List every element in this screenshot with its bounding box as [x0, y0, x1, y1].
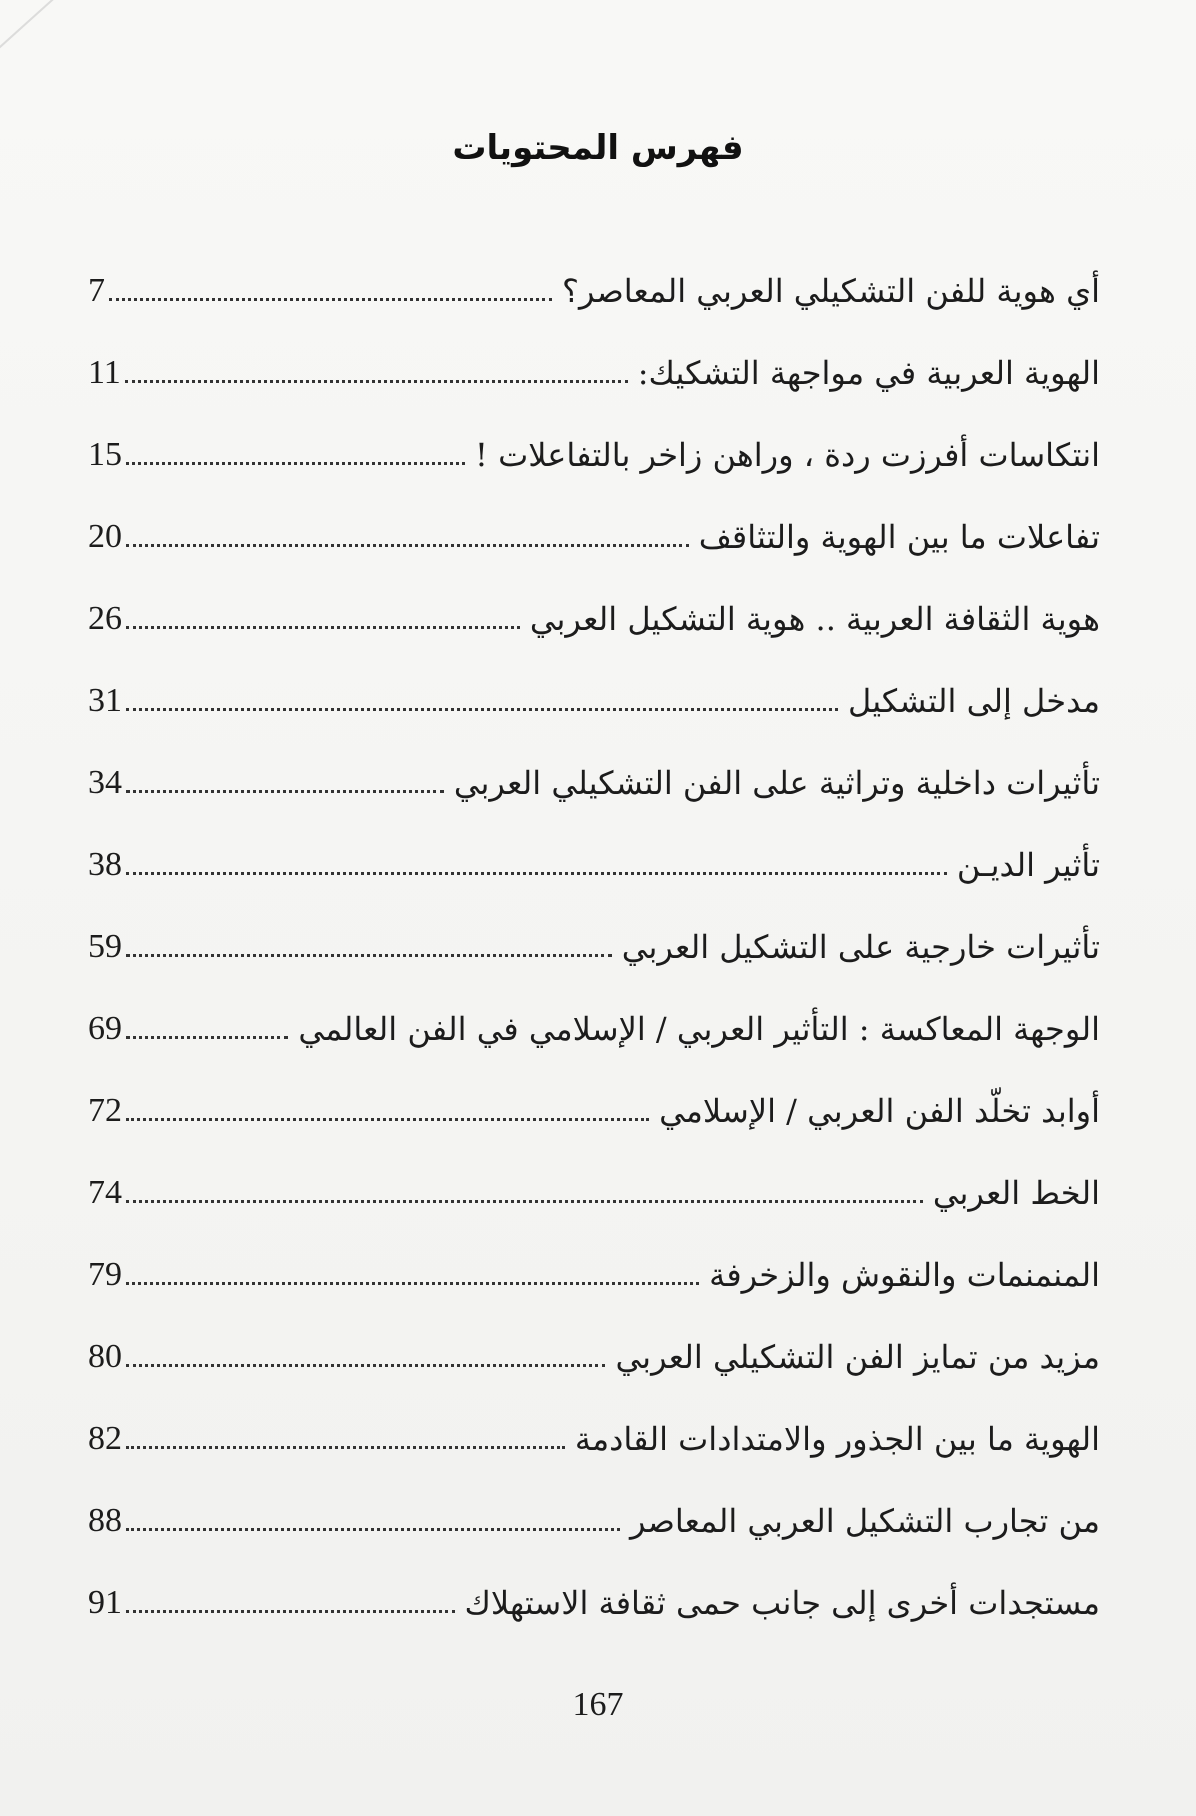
toc-entry-page-number: 38	[88, 845, 122, 883]
toc-entry-page-number: 34	[88, 763, 122, 801]
toc-entry-title: أي هوية للفن التشكيلي العربي المعاصر؟	[561, 272, 1100, 311]
toc-entry	[88, 568, 1100, 650]
dot-leader	[126, 1036, 288, 1039]
toc-entry	[88, 1388, 1100, 1470]
dot-leader	[126, 1200, 923, 1203]
toc-entry	[88, 240, 1100, 322]
dot-leader	[126, 790, 444, 793]
toc-entry-title: مزيد من تمايز الفن التشكيلي العربي	[615, 1338, 1100, 1377]
dot-leader	[126, 1446, 565, 1449]
toc-entry	[88, 732, 1100, 814]
toc-entry-page-number: 26	[88, 599, 122, 637]
toc-entry	[88, 1552, 1100, 1634]
toc-entry-title: تفاعلات ما بين الهوية والتثاقف	[698, 518, 1100, 557]
toc-entry-title: تأثير الديـن	[956, 846, 1100, 885]
dot-leader	[126, 462, 465, 465]
toc-entry	[88, 814, 1100, 896]
toc-entry-page-number: 82	[88, 1419, 122, 1457]
dot-leader	[126, 544, 689, 547]
dot-leader	[125, 380, 628, 383]
toc-entry-title: تأثيرات داخلية وتراثية على الفن التشكيلي العربي	[453, 764, 1100, 803]
toc-entry-page-number: 20	[88, 517, 122, 555]
toc-entry-title: تأثيرات خارجية على التشكيل العربي	[621, 928, 1100, 967]
dot-leader	[126, 954, 612, 957]
toc-entry-title: مدخل إلى التشكيل	[847, 682, 1100, 721]
toc-entry-page-number: 69	[88, 1009, 122, 1047]
toc-entry	[88, 1060, 1100, 1142]
toc-entry	[88, 978, 1100, 1060]
toc-entry-page-number: 7	[88, 271, 105, 309]
toc-entry-title: الخط العربي	[932, 1174, 1100, 1213]
toc-entry-title: انتكاسات أفرزت ردة ، وراهن زاخر بالتفاعلات !	[475, 436, 1100, 475]
dot-leader	[126, 1528, 620, 1531]
toc-entry	[88, 650, 1100, 732]
toc-entry	[88, 1306, 1100, 1388]
toc-entry-page-number: 11	[88, 353, 121, 391]
toc-entry-page-number: 79	[88, 1255, 122, 1293]
toc-entry	[88, 486, 1100, 568]
dot-leader	[126, 626, 520, 629]
toc-entry-page-number: 88	[88, 1501, 122, 1539]
toc-entry-title: الوجهة المعاكسة : التأثير العربي / الإسلامي في الفن العالمي	[298, 1010, 1100, 1049]
toc-entry-page-number: 91	[88, 1583, 122, 1621]
toc-entry	[88, 1224, 1100, 1306]
toc-entry	[88, 896, 1100, 978]
page-corner-fold	[0, 0, 80, 57]
toc-entry-title: المنمنمات والنقوش والزخرفة	[709, 1256, 1100, 1295]
toc-entry-page-number: 80	[88, 1337, 122, 1375]
toc-entry-page-number: 72	[88, 1091, 122, 1129]
toc-entry-title: الهوية العربية في مواجهة التشكيك:	[637, 354, 1100, 393]
toc-entry-title: من تجارب التشكيل العربي المعاصر	[630, 1502, 1100, 1541]
toc-entry	[88, 322, 1100, 404]
dot-leader	[126, 1282, 699, 1285]
toc-entry-title: الهوية ما بين الجذور والامتدادات القادمة	[574, 1420, 1100, 1459]
dot-leader	[126, 1364, 605, 1367]
toc-entry-page-number: 31	[88, 681, 122, 719]
toc-entry-page-number: 15	[88, 435, 122, 473]
page-number: 167	[572, 1686, 624, 1723]
page-title: فهرس المحتويات	[452, 128, 744, 168]
toc-entry	[88, 1470, 1100, 1552]
dot-leader	[109, 298, 552, 301]
toc-entry	[88, 404, 1100, 486]
toc-entry	[88, 1142, 1100, 1224]
toc-entry-title: مستجدات أخرى إلى جانب حمى ثقافة الاستهلاك	[464, 1584, 1100, 1623]
toc-entry-title: أوابد تخلّد الفن العربي / الإسلامي	[659, 1092, 1100, 1131]
dot-leader	[126, 872, 947, 875]
toc-entry-title: هوية الثقافة العربية .. هوية التشكيل العربي	[529, 600, 1100, 639]
dot-leader	[126, 708, 838, 711]
toc-entry-page-number: 59	[88, 927, 122, 965]
table-of-contents	[88, 240, 1100, 1634]
dot-leader	[126, 1118, 649, 1121]
toc-entry-page-number: 74	[88, 1173, 122, 1211]
dot-leader	[126, 1610, 455, 1613]
